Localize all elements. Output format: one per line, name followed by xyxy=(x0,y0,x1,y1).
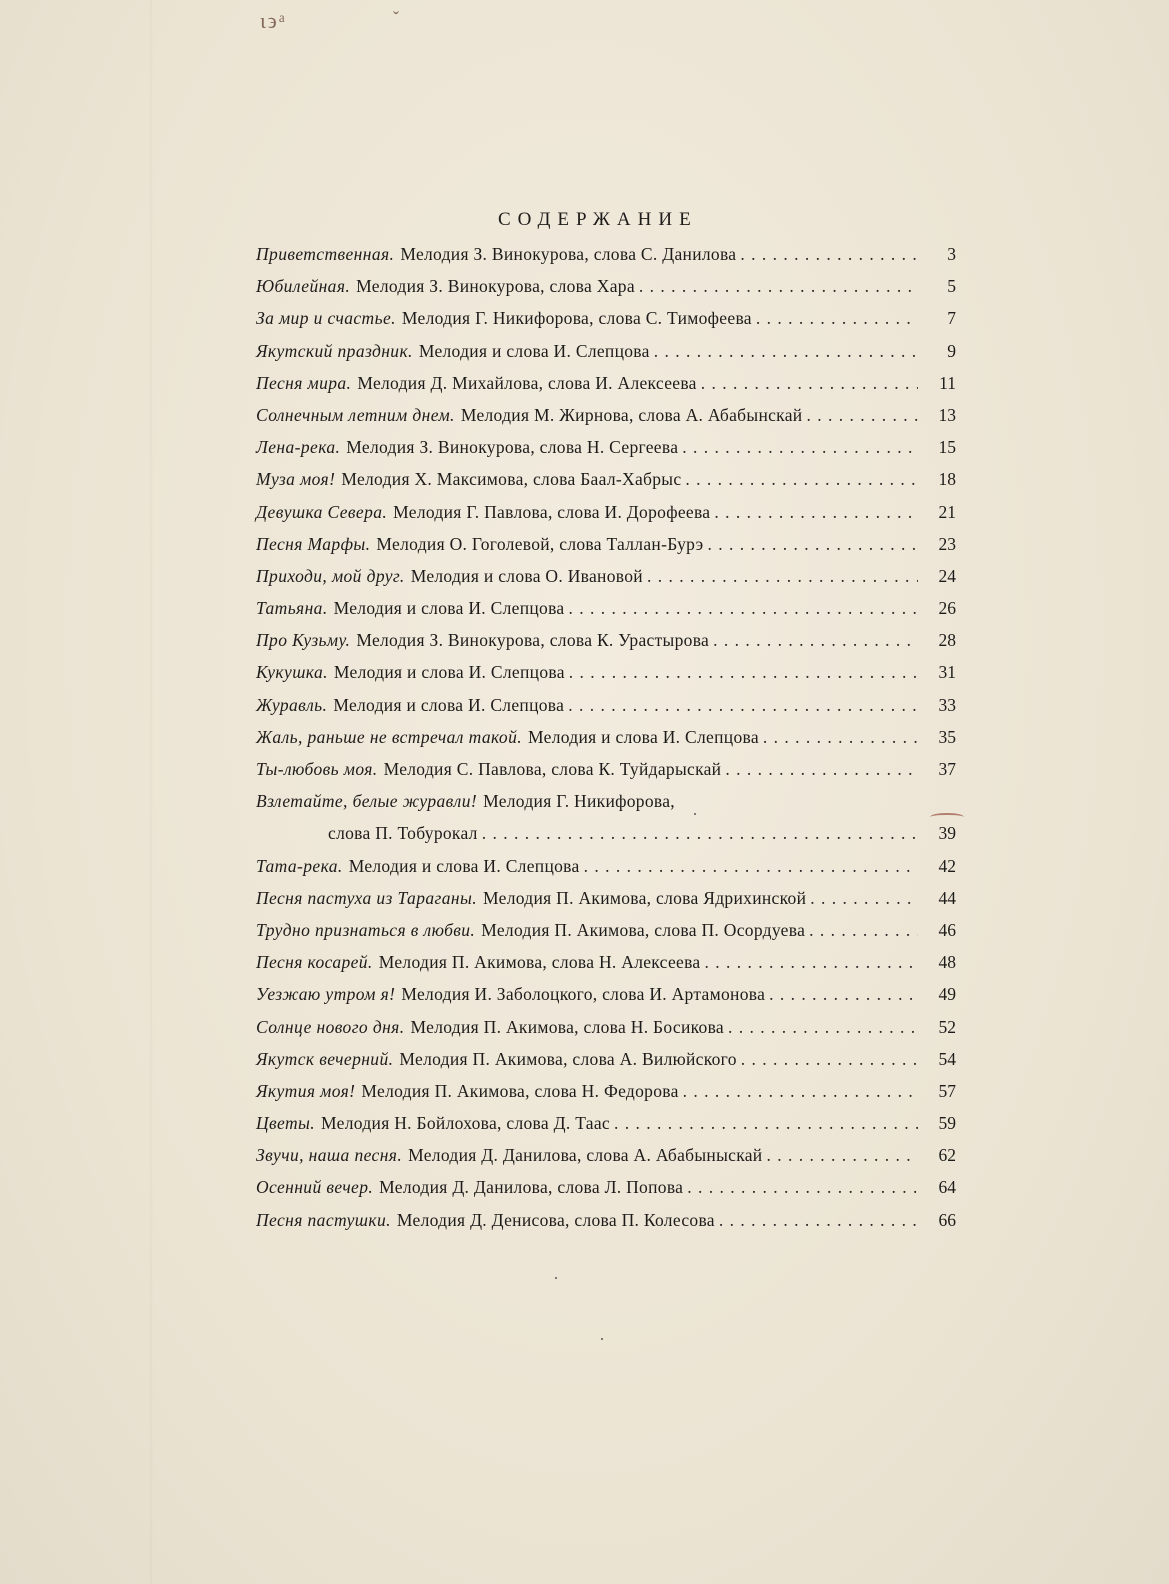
entry-title: Звучи, наша песня. xyxy=(256,1145,403,1166)
entry-credits: Мелодия Х. Максимова, слова Баал-Хабрыс xyxy=(341,469,682,490)
entry-page-number: 3 xyxy=(947,244,956,264)
speck xyxy=(694,813,696,815)
entry-page-number: 9 xyxy=(947,340,956,361)
toc-entry xyxy=(256,920,956,952)
entry-title: Трудно признаться в любви. xyxy=(256,919,476,940)
entry-title: Цветы. xyxy=(256,1113,316,1134)
dot-leader xyxy=(810,888,918,909)
dot-leader xyxy=(809,920,918,941)
entry-title: Песня пастуха из Тараганы. xyxy=(256,887,477,908)
entry-title: Девушка Севера. xyxy=(256,501,388,522)
dot-leader xyxy=(701,373,918,394)
toc-entry xyxy=(256,1210,956,1242)
entry-page-number: 66 xyxy=(938,1209,956,1230)
entry-title: Солнце нового дня. xyxy=(256,1016,405,1037)
entry-page-number: 37 xyxy=(938,759,956,779)
dot-leader xyxy=(568,695,918,716)
entry-page-number: 31 xyxy=(938,662,956,683)
dot-leader xyxy=(728,1017,918,1038)
entry-title: Приветственная. xyxy=(256,244,395,264)
entry-credits: Мелодия П. Акимова, слова А. Вилюйского xyxy=(399,1048,737,1069)
entry-page-number: 39 xyxy=(938,823,956,844)
entry-page-number: 5 xyxy=(947,276,956,297)
entry-credits: Мелодия С. Павлова, слова К. Туйдарыскай xyxy=(383,759,722,779)
entry-title: Тата-река. xyxy=(256,855,343,876)
entry-credits: Мелодия Г. Павлова, слова И. Дорофеева xyxy=(393,501,711,522)
toc-entry xyxy=(256,341,956,373)
entry-title: Журавль. xyxy=(256,694,328,715)
entry-page-number: 11 xyxy=(939,372,956,393)
dot-leader xyxy=(584,856,918,877)
entry-page-number: 18 xyxy=(938,469,956,490)
toc-entry xyxy=(256,759,956,791)
entry-credits: Мелодия И. Заболоцкого, слова И. Артамонова xyxy=(401,984,766,1005)
toc-entry xyxy=(256,1177,956,1209)
entry-credits: Мелодия и слова О. Ивановой xyxy=(410,565,643,586)
entry-credits: Мелодия З. Винокурова, слова Н. Сергеева xyxy=(346,437,679,458)
dot-leader xyxy=(741,1049,918,1070)
toc-entry xyxy=(256,598,956,630)
entry-credits: Мелодия Д. Данилова, слова А. Абабыныскай xyxy=(408,1145,763,1166)
toc-entry xyxy=(256,727,956,759)
entry-title: Уезжаю утром я! xyxy=(256,984,396,1005)
entry-credits: Мелодия Д. Михайлова, слова И. Алексеева xyxy=(357,372,697,393)
entry-title: Жаль, раньше не встречал такой. xyxy=(256,726,523,747)
entry-credits: Мелодия О. Гоголевой, слова Таллан-Бурэ xyxy=(376,533,704,554)
dot-leader xyxy=(683,1081,918,1102)
entry-page-number: 26 xyxy=(938,598,956,619)
entry-credits: Мелодия и слова И. Слепцова xyxy=(528,726,759,747)
entry-title: За мир и счастье. xyxy=(256,308,396,329)
entry-credits: Мелодия П. Акимова, слова П. Осордуева xyxy=(481,919,806,940)
entry-title: Песня косарей. xyxy=(256,952,373,973)
entry-credits: Мелодия и слова И. Слепцова xyxy=(333,694,565,715)
dot-leader xyxy=(713,630,918,651)
entry-page-number: 28 xyxy=(938,630,956,651)
entry-credits: Мелодия Д. Денисова, слова П. Колесова xyxy=(396,1209,715,1230)
dot-leader xyxy=(806,405,918,426)
entry-title: Татьяна. xyxy=(256,598,328,619)
entry-title: Осенний вечер. xyxy=(256,1177,374,1198)
page-edge-shadow xyxy=(150,0,153,1584)
entry-credits: Мелодия Г. Никифорова, xyxy=(483,791,675,812)
entry-page-number: 15 xyxy=(938,437,956,458)
entry-credits: Мелодия и слова И. Слепцова xyxy=(348,855,580,876)
dot-leader xyxy=(719,1210,918,1231)
entry-title: Якутский праздник. xyxy=(256,340,413,361)
dot-leader xyxy=(482,823,918,844)
entry-page-number: 42 xyxy=(938,855,956,876)
speck xyxy=(601,1338,603,1340)
toc-entry xyxy=(256,856,956,888)
dot-leader xyxy=(769,984,918,1005)
entry-title: Про Кузьму. xyxy=(256,630,351,651)
entry-credits: Мелодия М. Жирнова, слова А. Абабынскай xyxy=(460,404,803,425)
entry-title: Якутск вечерний. xyxy=(256,1048,394,1069)
toc-entry xyxy=(256,1145,956,1177)
toc-entry xyxy=(256,437,956,469)
table-of-contents xyxy=(256,244,956,1242)
dot-leader xyxy=(763,727,918,748)
entry-page-number: 59 xyxy=(938,1113,956,1134)
dot-leader xyxy=(639,276,918,297)
pencil-mark: ˇ xyxy=(393,8,399,28)
dot-leader xyxy=(685,469,918,490)
dot-leader xyxy=(614,1113,918,1134)
dot-leader xyxy=(740,244,918,265)
dot-leader xyxy=(682,437,918,458)
toc-entry xyxy=(256,469,956,501)
page-title: СОДЕРЖАНИЕ xyxy=(498,209,698,230)
entry-page-number: 33 xyxy=(938,694,956,715)
toc-entry xyxy=(256,405,956,437)
dot-leader xyxy=(766,1145,918,1166)
ink-stain xyxy=(930,813,964,821)
entry-credits: Мелодия и слова И. Слепцова xyxy=(333,598,565,619)
dot-leader xyxy=(687,1177,918,1198)
speck xyxy=(555,1277,557,1279)
dot-leader xyxy=(654,341,918,362)
entry-title: Взлетайте, белые журавли! xyxy=(256,791,478,812)
entry-credits: Мелодия З. Винокурова, слова К. Урастырова xyxy=(356,630,710,651)
entry-credits: Мелодия П. Акимова, слова Н. Алексеева xyxy=(378,952,701,973)
toc-entry xyxy=(256,244,956,276)
entry-credits: Мелодия Г. Никифорова, слова С. Тимофеева xyxy=(401,308,752,329)
entry-title: Якутия моя! xyxy=(256,1080,356,1101)
entry-title: Песня пастушки. xyxy=(256,1209,391,1230)
toc-entry xyxy=(256,952,956,984)
entry-credits: Мелодия З. Винокурова, слова Хара xyxy=(356,276,635,297)
entry-credits: Мелодия З. Винокурова, слова С. Данилова xyxy=(400,244,737,264)
dot-leader xyxy=(705,952,919,973)
entry-page-number: 24 xyxy=(938,565,956,586)
entry-page-number: 57 xyxy=(938,1080,956,1101)
toc-entry xyxy=(256,1081,956,1113)
toc-entry xyxy=(256,984,956,1016)
entry-title: Муза моя! xyxy=(256,469,336,490)
entry-credits: Мелодия П. Акимова, слова Ядрихинской xyxy=(483,887,807,908)
entry-credits: Мелодия и слова И. Слепцова xyxy=(333,662,565,683)
dot-leader xyxy=(714,502,918,523)
entry-title: Песня мира. xyxy=(256,372,352,393)
entry-credits: Мелодия и слова И. Слепцова xyxy=(418,340,650,361)
dot-leader xyxy=(725,759,918,780)
entry-page-number: 44 xyxy=(938,887,956,908)
dot-leader xyxy=(568,598,918,619)
dot-leader xyxy=(756,308,918,329)
pencil-marks: ι϶ᵃ xyxy=(260,8,287,33)
toc-entry xyxy=(256,888,956,920)
entry-credits: Мелодия П. Акимова, слова Н. Босикова xyxy=(410,1016,724,1037)
dot-leader xyxy=(647,566,918,587)
toc-entry xyxy=(256,276,956,308)
entry-page-number: 49 xyxy=(938,984,956,1005)
entry-credits: Мелодия П. Акимова, слова Н. Федорова xyxy=(361,1080,679,1101)
entry-page-number: 23 xyxy=(938,533,956,554)
dot-leader xyxy=(707,534,918,555)
entry-title: Кукушка. xyxy=(256,662,328,683)
entry-title: Юбилейная. xyxy=(256,276,351,297)
entry-page-number: 62 xyxy=(938,1145,956,1166)
toc-entry xyxy=(256,534,956,566)
entry-credits: Мелодия Д. Данилова, слова Л. Попова xyxy=(379,1177,684,1198)
entry-title: Ты-любовь моя. xyxy=(256,759,378,779)
entry-page-number: 52 xyxy=(938,1016,956,1037)
toc-entry xyxy=(256,1113,956,1145)
entry-title: Лена-река. xyxy=(256,437,341,458)
entry-page-number: 54 xyxy=(938,1048,956,1069)
toc-entry xyxy=(256,1017,956,1049)
toc-entry xyxy=(256,630,956,662)
entry-title: Солнечным летним днем. xyxy=(256,404,455,425)
entry-page-number: 13 xyxy=(938,404,956,425)
entry-credits: Мелодия Н. Бойлохова, слова Д. Таас xyxy=(321,1113,610,1134)
entry-credits: слова П. Тобурокал xyxy=(328,823,478,844)
dot-leader xyxy=(569,662,918,683)
entry-title: Приходи, мой друг. xyxy=(256,565,405,586)
toc-entry xyxy=(256,373,956,405)
toc-entry xyxy=(256,695,956,727)
toc-entry xyxy=(256,823,956,855)
entry-page-number: 48 xyxy=(938,952,956,973)
toc-entry xyxy=(256,308,956,340)
entry-page-number: 21 xyxy=(938,501,956,522)
entry-page-number: 46 xyxy=(938,919,956,940)
entry-title: Песня Марфы. xyxy=(256,533,371,554)
toc-entry xyxy=(256,566,956,598)
toc-entry xyxy=(256,1049,956,1081)
toc-entry xyxy=(256,662,956,694)
entry-page-number: 35 xyxy=(938,726,956,747)
entry-page-number: 7 xyxy=(947,308,956,329)
entry-page-number: 64 xyxy=(938,1177,956,1198)
toc-entry xyxy=(256,502,956,534)
toc-entry xyxy=(256,791,956,823)
